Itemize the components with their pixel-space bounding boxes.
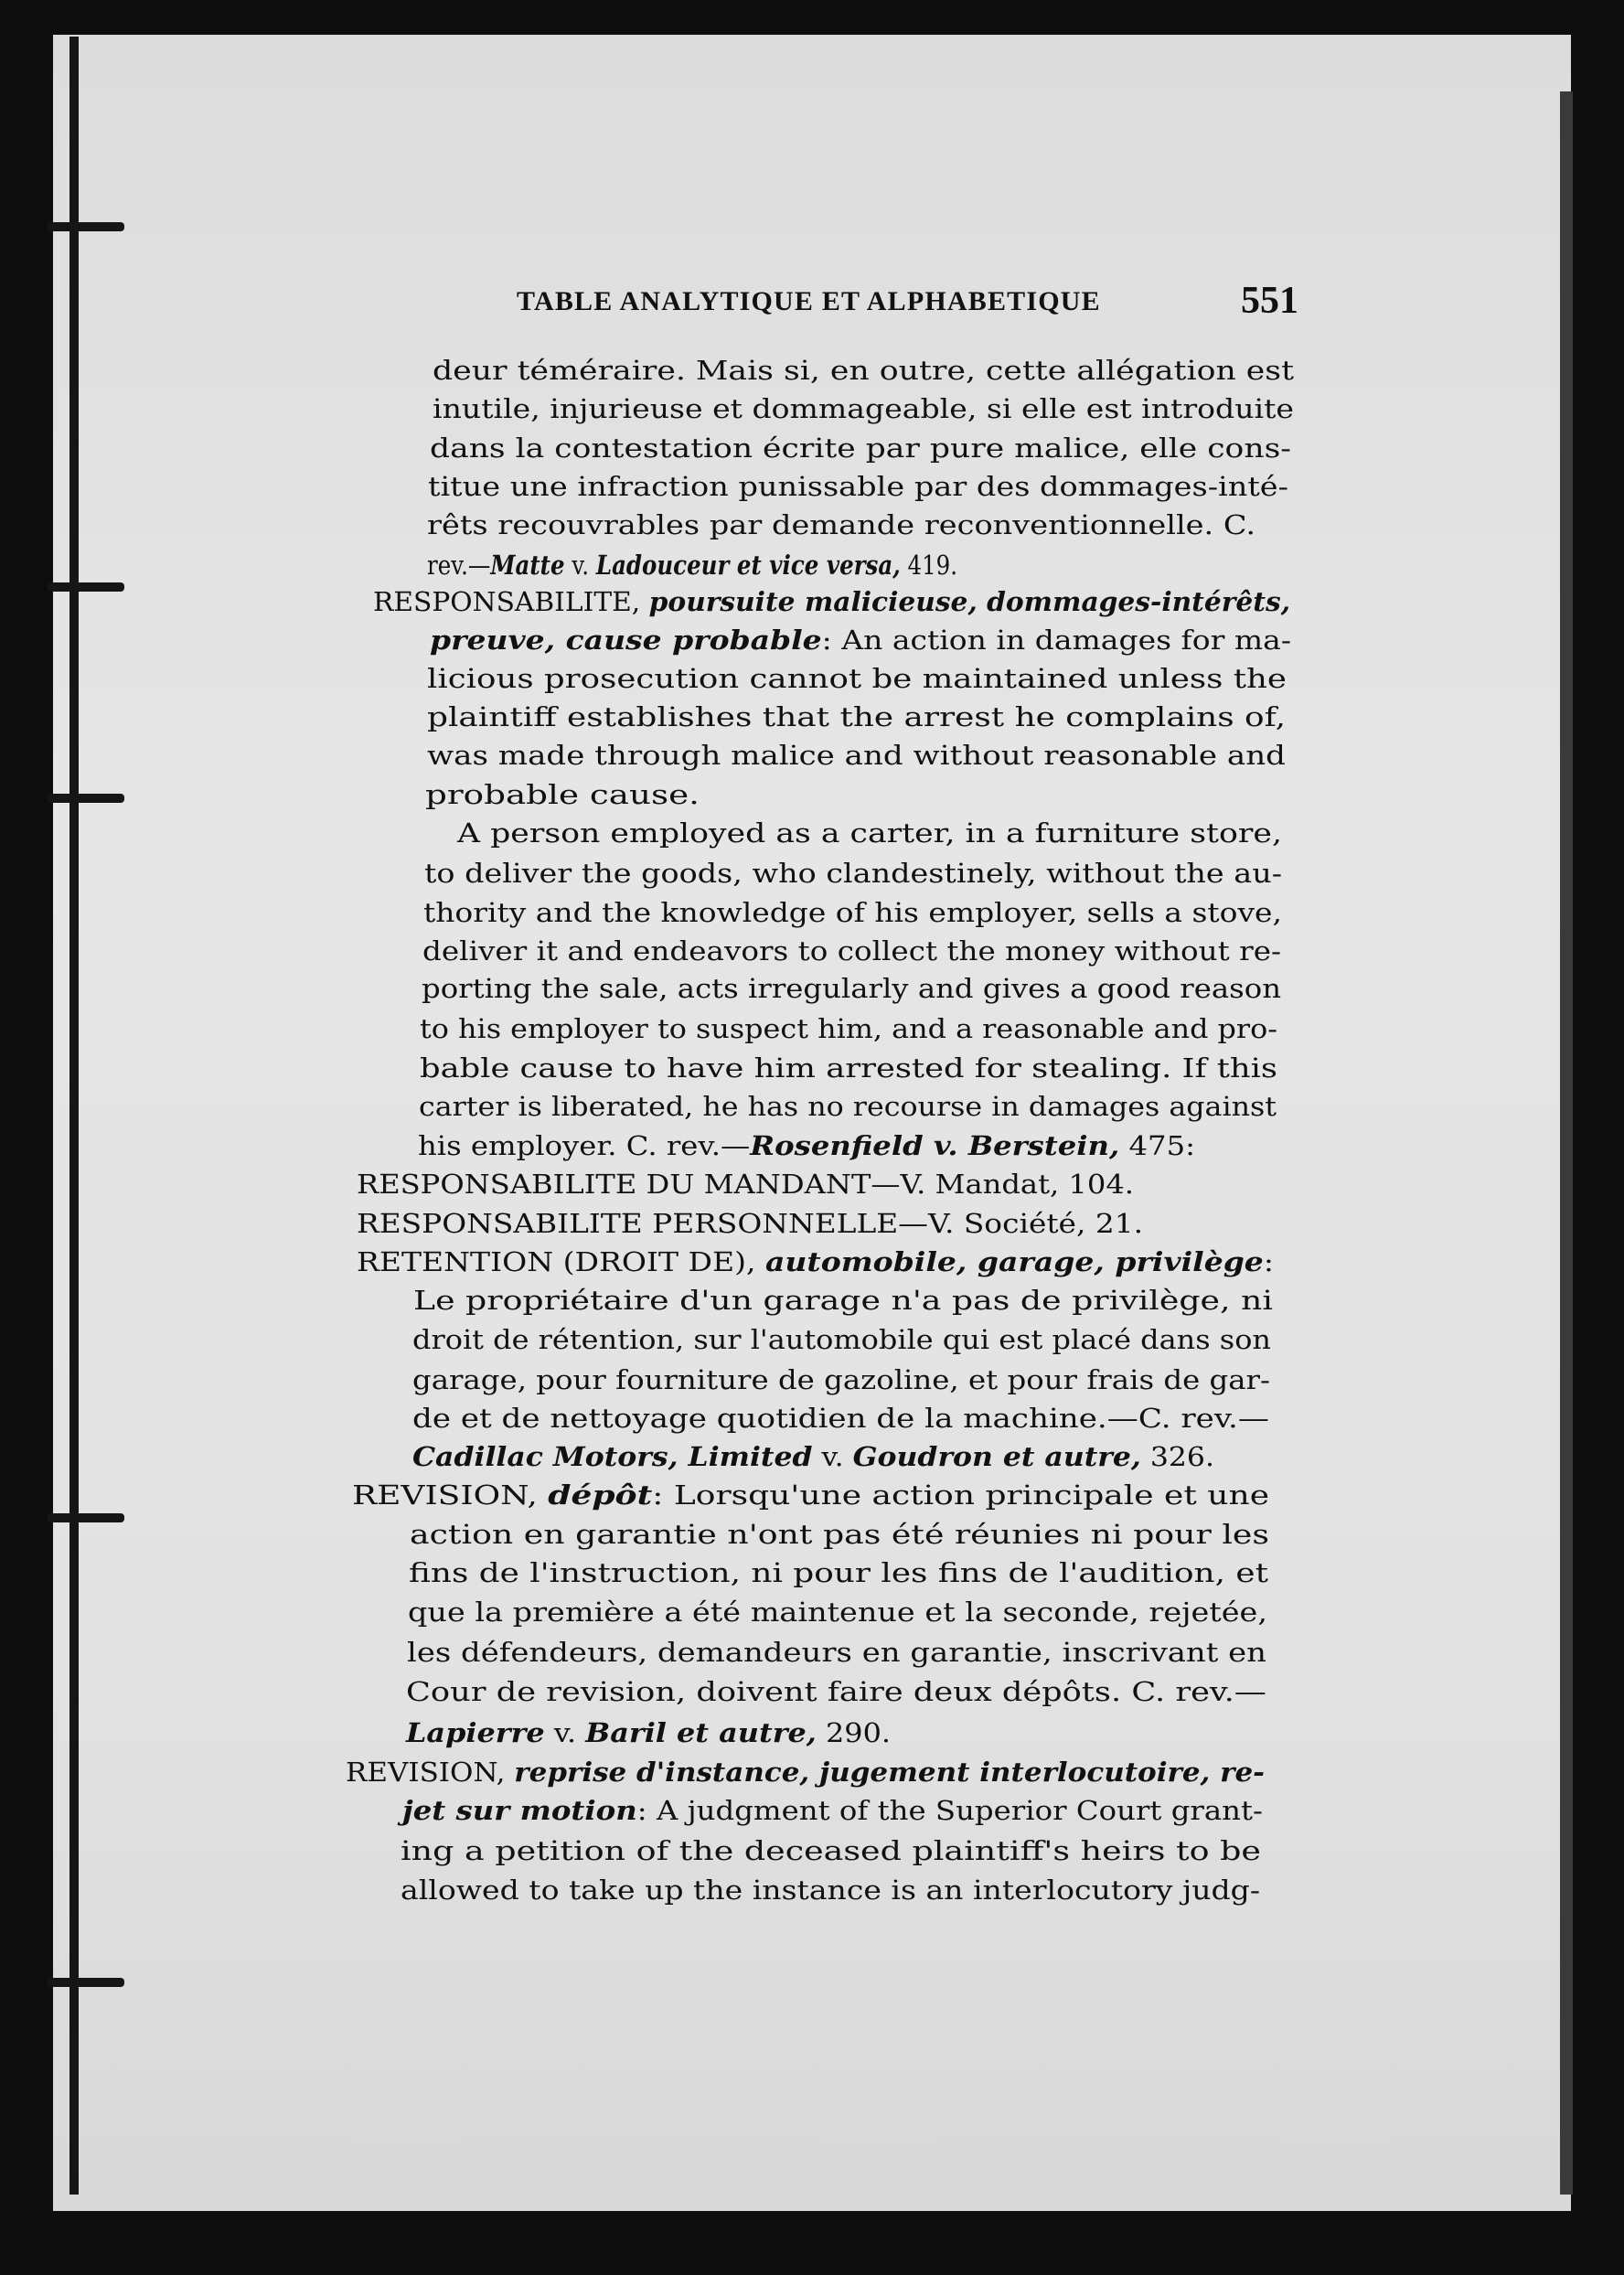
- italic-run: reprise d'instance, jugement interlocutoire, re-: [514, 1757, 1266, 1788]
- text-line: [412, 1438, 1214, 1475]
- text-run: REVISION,: [346, 1757, 515, 1788]
- text-run: licious prosecution cannot be maintained unless the: [427, 663, 1287, 694]
- text-line: [412, 1400, 1269, 1437]
- text-line: [373, 583, 1290, 620]
- text-run: droit de rétention, sur l'automobile qui est placé dans son: [412, 1324, 1272, 1355]
- text-run: A person employed as a carter, in a furniture store,: [457, 817, 1282, 849]
- binding-spine: [69, 37, 79, 2195]
- text-line: [427, 660, 1287, 697]
- text-run: rêts recouvrables par demande reconventionnelle. C.: [427, 509, 1256, 540]
- text-line: [357, 1205, 1143, 1242]
- italic-run: jet sur motion: [402, 1795, 637, 1826]
- text-run: porting the sale, acts irregularly and gives a good reason: [422, 973, 1282, 1004]
- italic-run: Cadillac Motors, Limited: [412, 1441, 813, 1472]
- text-line: [410, 1516, 1269, 1553]
- text-run: was made through malice and without reasonable and: [427, 740, 1286, 771]
- text-run: : Lorsqu'une action principale et une: [652, 1479, 1270, 1511]
- text-line: [346, 1754, 1265, 1790]
- running-header: [517, 279, 1298, 334]
- text-run: RETENTION (DROIT DE),: [357, 1246, 766, 1277]
- text-run: : An action in damages for ma-: [821, 625, 1292, 656]
- page-number: 551: [1241, 280, 1298, 322]
- page-edge-shadow: [1560, 91, 1573, 2195]
- text-line: [430, 622, 1291, 658]
- text-line: [427, 547, 957, 583]
- text-line: [428, 468, 1288, 505]
- text-run: to deliver the goods, who clandestinely, without the au-: [424, 858, 1282, 889]
- text-run: de et de nettoyage quotidien de la machine.—C. rev.—: [412, 1403, 1269, 1434]
- text-line: [427, 507, 1255, 543]
- text-line: [419, 1088, 1277, 1125]
- text-run: :: [1263, 1246, 1274, 1277]
- text-run: ing a petition of the deceased plaintiff's heirs to be: [401, 1835, 1261, 1866]
- text-line: [402, 1792, 1263, 1829]
- text-line: [352, 1477, 1269, 1513]
- text-line: [408, 1594, 1267, 1630]
- text-run: action en garantie n'ont pas été réunies ni pour les: [410, 1519, 1269, 1550]
- text-line: [418, 1127, 1195, 1164]
- text-line: [422, 970, 1281, 1007]
- italic-run: automobile, garage, privilège: [765, 1246, 1264, 1277]
- text-line: [425, 776, 700, 813]
- text-run: garage, pour fourniture de gazoline, et pour frais de gar-: [412, 1364, 1270, 1395]
- text-run: dans la contestation écrite par pure malice, elle cons-: [430, 433, 1291, 464]
- text-line: [427, 699, 1286, 735]
- text-line: [412, 1362, 1270, 1398]
- text-run: 475:: [1119, 1130, 1195, 1161]
- text-run: titue une infraction punissable par des dommages-inté-: [428, 471, 1288, 502]
- text-line: [409, 1554, 1268, 1591]
- text-run: probable cause.: [425, 779, 700, 810]
- text-line: [430, 430, 1291, 466]
- italic-run: Matte: [490, 550, 565, 581]
- text-run: Cour de revision, doivent faire deux dépôts. C. rev.—: [406, 1676, 1266, 1707]
- binding-stitch: [48, 582, 124, 592]
- text-run: rev.—: [427, 550, 491, 581]
- text-run: to his employer to suspect him, and a reasonable and pro-: [420, 1013, 1278, 1044]
- binding-stitch: [48, 1978, 124, 1987]
- text-run: RESPONSABILITE DU MANDANT—V. Mandat, 104.: [357, 1169, 1135, 1200]
- text-run: deur téméraire. Mais si, en outre, cette allégation est: [433, 355, 1295, 386]
- binding-stitch: [48, 222, 124, 231]
- text-line: [413, 1282, 1273, 1319]
- text-run: 326.: [1140, 1441, 1214, 1472]
- italic-run: Rosenfield v. Berstein,: [750, 1130, 1120, 1161]
- text-run: bable cause to have him arrested for stealing. If this: [420, 1052, 1278, 1084]
- text-run: his employer. C. rev.—: [418, 1130, 751, 1161]
- text-run: fins de l'instruction, ni pour les fins de l'audition, et: [409, 1557, 1269, 1588]
- text-run: 419.: [900, 550, 958, 581]
- italic-run: Ladouceur et vice versa,: [595, 550, 901, 581]
- text-line: [423, 894, 1282, 931]
- italic-run: dépôt: [548, 1479, 653, 1511]
- text-run: Le propriétaire d'un garage n'a pas de privilège, ni: [413, 1285, 1274, 1316]
- text-line: [422, 933, 1281, 969]
- text-line: [406, 1673, 1266, 1710]
- text-run: deliver it and endeavors to collect the money without re-: [422, 935, 1281, 967]
- text-run: inutile, injurieuse et dommageable, si elle est introduite: [433, 393, 1295, 424]
- text-run: RESPONSABILITE,: [373, 586, 649, 617]
- text-line: [401, 1832, 1261, 1869]
- text-line: [420, 1050, 1277, 1086]
- text-run: v.: [564, 550, 596, 581]
- text-run: carter is liberated, he has no recourse in damages against: [419, 1091, 1277, 1122]
- text-run: plaintiff establishes that the arrest he complains of,: [427, 701, 1287, 732]
- text-line: [433, 352, 1294, 389]
- italic-run: poursuite malicieuse, dommages-intérêts,: [648, 586, 1291, 617]
- text-line: [424, 855, 1282, 892]
- text-line: [457, 815, 1282, 851]
- italic-run: Baril et autre,: [585, 1717, 817, 1748]
- text-line: [357, 1244, 1274, 1280]
- binding-stitch: [48, 794, 124, 803]
- text-line: [412, 1321, 1271, 1358]
- text-run: : A judgment of the Superior Court grant-: [636, 1795, 1263, 1826]
- text-line: [357, 1166, 1134, 1202]
- text-run: REVISION,: [352, 1479, 549, 1511]
- text-line: [427, 737, 1286, 774]
- running-title: TABLE ANALYTIQUE ET ALPHABETIQUE: [517, 286, 1101, 316]
- text-line: [406, 1714, 891, 1751]
- text-run: thority and the knowledge of his employer, sells a stove,: [423, 897, 1283, 928]
- italic-run: Lapierre: [406, 1717, 545, 1748]
- text-run: RESPONSABILITE PERSONNELLE—V. Société, 21.: [357, 1208, 1144, 1239]
- text-run: v.: [812, 1441, 853, 1472]
- text-line: [433, 390, 1294, 427]
- text-line: [407, 1634, 1266, 1671]
- italic-run: Goudron et autre,: [852, 1441, 1141, 1472]
- text-line: [420, 1010, 1277, 1047]
- italic-run: preuve, cause probable: [430, 625, 822, 656]
- text-run: les défendeurs, demandeurs en garantie, inscrivant en: [407, 1637, 1267, 1668]
- text-run: que la première a été maintenue et la seconde, rejetée,: [408, 1597, 1267, 1628]
- text-run: 290.: [816, 1717, 892, 1748]
- text-run: allowed to take up the instance is an interlocutory judg-: [401, 1874, 1261, 1906]
- text-line: [401, 1872, 1260, 1908]
- binding-stitch: [48, 1513, 124, 1522]
- text-run: v.: [544, 1717, 586, 1748]
